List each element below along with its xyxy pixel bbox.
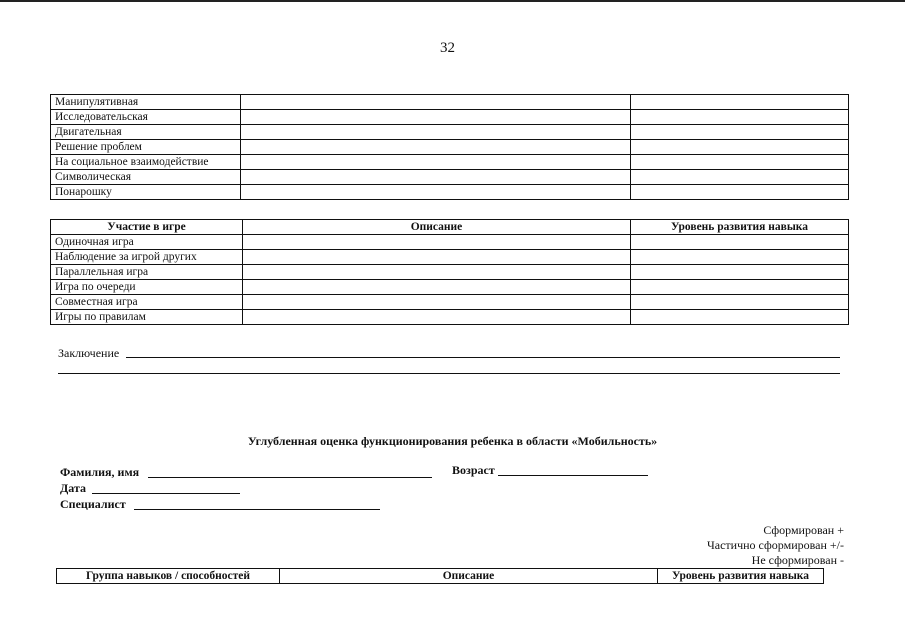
table-row <box>51 125 849 140</box>
row-label: Одиночная игра <box>51 235 243 250</box>
table-row <box>51 155 849 170</box>
date-field[interactable] <box>92 493 240 494</box>
age-field[interactable] <box>498 475 648 476</box>
row-label: Исследовательская <box>51 110 241 125</box>
level-cell[interactable] <box>631 95 849 110</box>
column-header: Описание <box>280 569 658 584</box>
table-row <box>51 280 849 295</box>
level-cell[interactable] <box>631 125 849 140</box>
row-label: Совместная игра <box>51 295 243 310</box>
conclusion-line-2[interactable] <box>58 373 840 374</box>
table-row <box>51 110 849 125</box>
row-label: Игры по правилам <box>51 310 243 325</box>
description-cell[interactable] <box>243 310 631 325</box>
table-row <box>51 265 849 280</box>
legend-partially-formed: Частично сформирован +/- <box>706 538 844 552</box>
table-row <box>51 140 849 155</box>
level-cell[interactable] <box>631 280 849 295</box>
table-row <box>51 170 849 185</box>
level-cell[interactable] <box>631 110 849 125</box>
level-cell[interactable] <box>631 295 849 310</box>
description-cell[interactable] <box>241 170 631 185</box>
table-row <box>51 250 849 265</box>
level-cell[interactable] <box>631 185 849 200</box>
table-row <box>51 235 849 250</box>
conclusion-label: Заключение <box>58 346 120 360</box>
row-label: Двигательная <box>51 125 241 140</box>
name-field[interactable] <box>148 477 432 478</box>
level-cell[interactable] <box>631 155 849 170</box>
description-cell[interactable] <box>243 280 631 295</box>
row-label: Решение проблем <box>51 140 241 155</box>
description-cell[interactable] <box>241 155 631 170</box>
row-label: Манипулятивная <box>51 95 241 110</box>
section-title: Углубленная оценка функционирования ребенка в области «Мобильность» <box>247 434 658 448</box>
row-label: Понарошку <box>51 185 241 200</box>
row-label: Параллельная игра <box>51 265 243 280</box>
page-number: 32 <box>440 40 455 56</box>
table-row <box>51 295 849 310</box>
specialist-label: Специалист <box>60 497 126 511</box>
level-cell[interactable] <box>631 250 849 265</box>
top-border <box>0 0 905 2</box>
column-header: Уровень развития навыка <box>658 569 824 584</box>
row-label: Наблюдение за игрой других <box>51 250 243 265</box>
legend-not-formed: Не сформирован - <box>751 553 844 567</box>
description-cell[interactable] <box>241 140 631 155</box>
description-cell[interactable] <box>243 250 631 265</box>
row-label: Игра по очереди <box>51 280 243 295</box>
table-row <box>51 185 849 200</box>
description-cell[interactable] <box>243 235 631 250</box>
play-participation-table <box>50 219 849 325</box>
column-header: Описание <box>243 220 631 235</box>
table-row <box>51 310 849 325</box>
description-cell[interactable] <box>241 110 631 125</box>
legend-formed: Сформирован + <box>763 523 844 537</box>
row-label: Символическая <box>51 170 241 185</box>
table-header-row <box>57 569 824 584</box>
specialist-field[interactable] <box>134 509 380 510</box>
table-row <box>51 95 849 110</box>
description-cell[interactable] <box>241 125 631 140</box>
description-cell[interactable] <box>241 95 631 110</box>
description-cell[interactable] <box>241 185 631 200</box>
description-cell[interactable] <box>243 265 631 280</box>
age-label: Возраст <box>452 463 495 477</box>
conclusion-line[interactable] <box>126 357 840 358</box>
level-cell[interactable] <box>631 170 849 185</box>
description-cell[interactable] <box>243 295 631 310</box>
row-label: На социальное взаимодействие <box>51 155 241 170</box>
date-label: Дата <box>60 481 86 495</box>
column-header: Участие в игре <box>51 220 243 235</box>
column-header: Уровень развития навыка <box>631 220 849 235</box>
column-header: Группа навыков / способностей <box>57 569 280 584</box>
level-cell[interactable] <box>631 140 849 155</box>
table-header-row <box>51 220 849 235</box>
level-cell[interactable] <box>631 310 849 325</box>
play-types-table <box>50 94 849 200</box>
level-cell[interactable] <box>631 265 849 280</box>
name-label: Фамилия, имя <box>60 465 140 479</box>
level-cell[interactable] <box>631 235 849 250</box>
mobility-skills-table <box>56 568 824 584</box>
